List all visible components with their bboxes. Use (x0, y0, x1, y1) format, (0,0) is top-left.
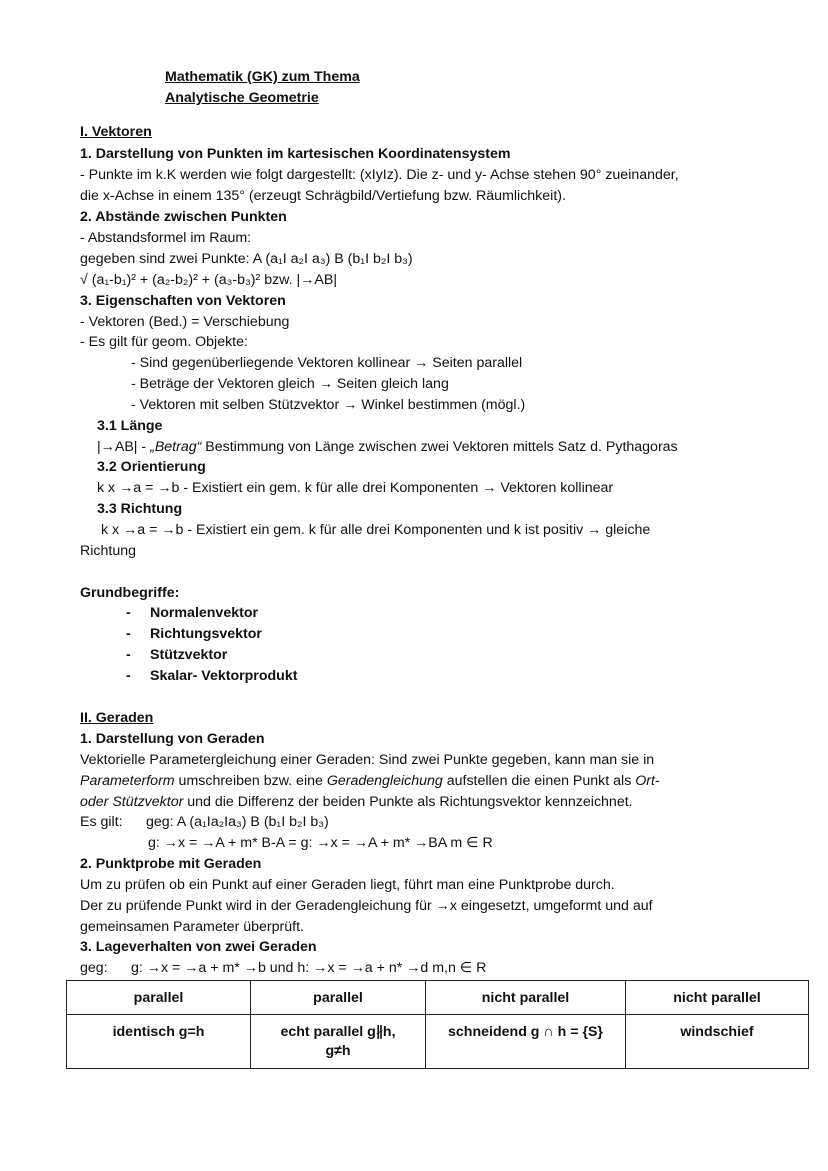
text-line (80, 795, 633, 809)
table-cell: schneidend g ∩ h = {S} (426, 1015, 626, 1069)
text-emphasis: oder Stützvektor (80, 794, 184, 810)
formula-line: geg: A (a₁Ia₂Ia₃) B (b₁I b₂I b₃) (146, 814, 329, 830)
list-item: - Vektoren mit selben Stützvektor → Winkel bestimmen (mögl.) (131, 397, 526, 413)
table-row (67, 981, 809, 1015)
subsection-title: 3.3 Richtung (97, 501, 183, 517)
table-row (67, 1015, 809, 1069)
grundbegriffe-heading: Grundbegriffe: (80, 585, 180, 601)
list-item: - Normalenvektor (126, 605, 259, 621)
text-line: Vektorielle Parametergleichung einer Geraden: Sind zwei Punkte gegeben, kann man sie in (80, 752, 655, 768)
text-line: geg: (80, 960, 108, 976)
text-line: - Punkte im k.K werden wie folgt dargestellt: (xIyIz). Die z- und y- Achse stehen 90° zueinander, (80, 167, 679, 183)
text-line: die x-Achse in einem 135° (erzeugt Schrägbild/Vertiefung bzw. Räumlichkeit). (80, 188, 566, 204)
subsection-title: 2. Abstände zwischen Punkten (80, 209, 287, 225)
text-line (97, 440, 678, 454)
text-span: |→AB| - (97, 439, 151, 455)
lageverhalten-table (66, 980, 809, 1069)
subsection-title: 3. Eigenschaften von Vektoren (80, 293, 286, 309)
list-item-label: Richtungsvektor (150, 626, 262, 642)
text-line: Es gilt: (80, 814, 123, 830)
text-line: - Vektoren (Bed.) = Verschiebung (80, 314, 290, 330)
section-heading-geraden: II. Geraden (80, 710, 154, 726)
subsection-title: 3.1 Länge (97, 418, 163, 434)
list-item-label: Stützvektor (150, 647, 228, 663)
page-title: Mathematik (GK) zum Thema (165, 69, 360, 85)
list-item: - Stützvektor (126, 647, 228, 663)
list-item: - Sind gegenüberliegende Vektoren kollinear → Seiten parallel (131, 355, 523, 371)
list-item: - Skalar- Vektorprodukt (126, 668, 298, 684)
text-line: - Es gilt für geom. Objekte: (80, 334, 248, 350)
table-cell: identisch g=h (67, 1015, 251, 1069)
list-item-label: Skalar- Vektorprodukt (150, 668, 298, 684)
text-line: gemeinsamen Parameter überprüft. (80, 919, 304, 935)
text-span: und die Differenz der beiden Punkte als Richtungsvektor kennzeichnet. (183, 794, 633, 810)
text-line: Um zu prüfen ob ein Punkt auf einer Geraden liegt, führt man eine Punktprobe durch. (80, 877, 615, 893)
table-cell: parallel (67, 981, 251, 1015)
text-span: aufstellen die einen Punkt als (442, 773, 636, 789)
formula-line: g: →x = →A + m* B-A = g: →x = →A + m* →BA m ∈ R (148, 835, 493, 851)
text-line: gegeben sind zwei Punkte: A (a₁I a₂I a₃) B (b₁I b₂I b₃) (80, 251, 413, 267)
text-line: - Abstandsformel im Raum: (80, 230, 252, 246)
subsection-title: 2. Punktprobe mit Geraden (80, 856, 262, 872)
subsection-title: 1. Darstellung von Geraden (80, 731, 265, 747)
subsection-title: 3.2 Orientierung (97, 459, 206, 475)
text-emphasis: Ort- (635, 773, 660, 789)
text-line: Richtung (80, 543, 136, 559)
list-item: - Richtungsvektor (126, 626, 262, 642)
subsection-title: 3. Lageverhalten von zwei Geraden (80, 939, 317, 955)
cell-line: echt parallel g∦h, (280, 1024, 396, 1040)
table-cell: nicht parallel (626, 981, 809, 1015)
text-emphasis: „Betrag“ (150, 439, 202, 455)
text-span: Bestimmung von Länge zwischen zwei Vektoren mittels Satz d. Pythagoras (201, 439, 678, 455)
text-span: umschreiben bzw. eine (174, 773, 327, 789)
subsection-title: 1. Darstellung von Punkten im kartesischen Koordinatensystem (80, 146, 511, 162)
list-item-label: Normalenvektor (150, 605, 259, 621)
section-heading-vektoren: I. Vektoren (80, 124, 152, 140)
text-emphasis: Geradengleichung (326, 773, 443, 789)
text-line: k x →a = →b - Existiert ein gem. k für alle drei Komponenten und k ist positiv → gleiche (101, 522, 651, 538)
text-line (80, 774, 660, 788)
text-line: k x →a = →b - Existiert ein gem. k für alle drei Komponenten → Vektoren kollinear (97, 480, 614, 496)
page-subtitle: Analytische Geometrie (165, 90, 319, 106)
table-cell: parallel (251, 981, 426, 1015)
table-cell (251, 1015, 426, 1069)
formula-line: g: →x = →a + m* →b und h: →x = →a + n* →d m,n ∈ R (131, 960, 487, 976)
cell-line: g≠h (325, 1043, 351, 1060)
list-item: - Beträge der Vektoren gleich → Seiten gleich lang (131, 376, 449, 392)
formula-line: √ (a₁-b₁)² + (a₂-b₂)² + (a₃-b₃)² bzw. |→AB| (80, 272, 338, 288)
text-emphasis: Parameterform (80, 773, 175, 789)
text-line: Der zu prüfende Punkt wird in der Geradengleichung für →x eingesetzt, umgeformt und auf (80, 898, 653, 914)
table-cell: nicht parallel (426, 981, 626, 1015)
table-cell: windschief (626, 1015, 809, 1069)
